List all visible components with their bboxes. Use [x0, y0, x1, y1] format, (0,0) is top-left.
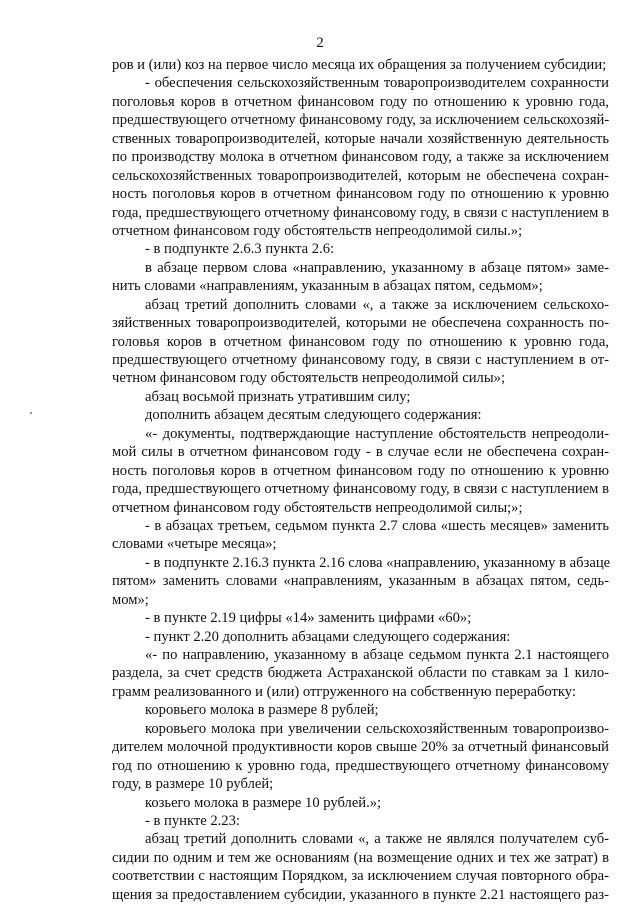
text-line: ственных товаропроизводителей, которые начали хозяйственную деятельность — [112, 130, 609, 147]
scan-speck — [30, 412, 32, 414]
text-line: «- по направлению, указанному в абзаце седьмом пункта 2.1 настоящего — [145, 647, 609, 663]
text-line: ность поголовья коров в отчетном финансовом году по отношению к уровню — [112, 186, 609, 203]
text-line: головья коров в отчетном финансовом году по отношению к уровню года, — [112, 333, 609, 350]
text-line: поголовья коров в отчетном финансовом году по отношению к уровню года, — [112, 93, 609, 110]
text-line: год по отношению к уровню года, предшествующего отчетному финансовому — [112, 757, 609, 774]
text-line: сидии по одним и тем же основаниям (на возмещение одних и тех же затрат) в — [112, 849, 609, 866]
text-line: - в подпункте 2.16.3 пункта 2.16 слова «направлению, указанному в абзаце — [145, 554, 611, 571]
text-line: абзац третий дополнить словами «, а также за исключением сельскохо- — [145, 296, 609, 313]
text-line: - в пункте 2.19 цифры «14» заменить цифрами «60»; — [145, 610, 472, 627]
text-line: мом»; — [112, 591, 149, 608]
text-line: в абзаце первом слова «направлению, указанному в абзаце пятом» заме- — [145, 259, 609, 276]
text-line: грамм реализованного и (или) отгруженного на собственную переработку: — [112, 683, 576, 700]
text-line: - в абзацах третьем, седьмом пункта 2.7 слова «шесть месяцев» заменить — [145, 517, 609, 534]
text-line: козьего молока в размере 10 рублей.»; — [145, 794, 382, 811]
text-line: словами «четыре месяца»; — [112, 536, 277, 553]
text-line: коровьего молока при увеличении сельскохозяйственным товаропроизво- — [145, 720, 609, 737]
text-line: предшествующего отчетному финансовому году, за исключением сельскохозяй- — [112, 112, 610, 129]
text-line: абзац восьмой признать утратившим силу; — [145, 388, 411, 405]
text-line: нить словами «направлениям, указанным в абзацах пятом, седьмом»; — [112, 278, 543, 295]
text-line: - в подпункте 2.6.3 пункта 2.6: — [145, 241, 335, 258]
text-line: четном финансовом году обстоятельств непреодолимой силы»; — [112, 370, 505, 387]
text-line: ность поголовья коров в отчетном финансовом году по отношению к уровню — [112, 462, 609, 479]
text-line: отчетном финансовом году обстоятельств непреодолимой силы;»; — [112, 499, 523, 516]
text-line: сельскохозяйственных товаропроизводителей, которым не обеспечена сохран- — [112, 167, 609, 184]
text-line: коровьего молока в размере 8 рублей; — [145, 702, 379, 719]
text-line: дополнить абзацем десятым следующего содержания: — [145, 407, 482, 424]
text-line: - обеспечения сельскохозяйственным товаропроизводителем сохранности — [145, 75, 609, 92]
text-line: «- документы, подтверждающие наступление обстоятельств непреодоли- — [145, 425, 609, 442]
text-line: зяйственных товаропроизводителей, которыми не обеспечена сохранность по- — [112, 315, 609, 332]
text-line: по производству молока в отчетном финансовом году, а также за исключением — [112, 149, 609, 166]
text-line: ров и (или) коз на первое число месяца их обращения за получением субсидии; — [112, 57, 607, 73]
page-number: 2 — [316, 35, 324, 51]
text-line: года, предшествующего отчетному финансовому году, в связи с наступлением в — [112, 204, 609, 221]
text-line: раздела, за счет средств бюджета Астраханской области по ставкам за 1 кило- — [112, 665, 609, 682]
text-line: - пункт 2.20 дополнить абзацами следующего содержания: — [145, 628, 511, 645]
text-line: пятом» заменить словами «направлениям, указанным в абзацах пятом, седь- — [112, 573, 609, 590]
text-line: щения за предоставлением субсидии, указанного в пункте 2.21 настоящего раз- — [112, 886, 609, 903]
text-line: дителем молочной продуктивности коров свыше 20% за отчетный финансовый — [112, 739, 609, 756]
text-line: году, в размере 10 рублей; — [112, 776, 274, 793]
text-line: мой силы в отчетном финансовом году - в случае если не обеспечена сохран- — [112, 444, 609, 461]
document-body — [112, 56, 609, 904]
text-line: предшествующего отчетному финансовому году, в связи с наступлением в от- — [112, 352, 609, 368]
text-line: соответствии с настоящим Порядком, за исключением случая повторного обра- — [112, 868, 609, 885]
text-line: года, предшествующего отчетному финансовому году, в связи с наступлением в — [112, 481, 609, 498]
text-line: - в пункте 2.23: — [145, 812, 240, 829]
text-line: абзац третий дополнить словами «, а также не являлся получателем суб- — [145, 831, 609, 848]
text-line: отчетном финансовом году обстоятельств непреодолимой силы.»; — [112, 222, 523, 239]
